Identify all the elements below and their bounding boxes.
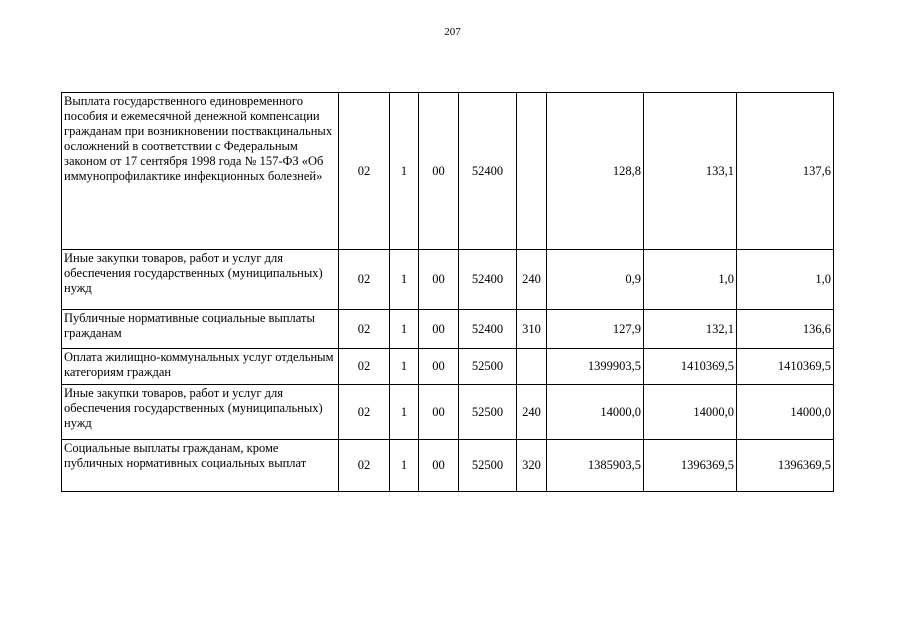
amount-year-1: 0,9	[547, 250, 644, 310]
code-subprogram: 00	[419, 93, 459, 250]
code-expense-type: 240	[517, 250, 547, 310]
code-subprogram: 00	[419, 250, 459, 310]
amount-year-3: 1,0	[737, 250, 834, 310]
amount-year-2: 1410369,5	[644, 349, 737, 385]
row-name: Социальные выплаты гражданам, кроме публичных нормативных социальных выплат	[62, 440, 339, 492]
code-target: 52400	[459, 310, 517, 349]
amount-year-3: 136,6	[737, 310, 834, 349]
amount-year-3: 14000,0	[737, 385, 834, 440]
code-program: 1	[390, 93, 419, 250]
code-program: 1	[390, 440, 419, 492]
amount-year-2: 1,0	[644, 250, 737, 310]
amount-year-1: 1385903,5	[547, 440, 644, 492]
table-row	[62, 93, 834, 250]
amount-year-2: 132,1	[644, 310, 737, 349]
code-program: 1	[390, 349, 419, 385]
code-expense-type: 310	[517, 310, 547, 349]
code-subprogram: 00	[419, 349, 459, 385]
code-section: 02	[339, 349, 390, 385]
code-section: 02	[339, 250, 390, 310]
code-expense-type	[517, 93, 547, 250]
code-expense-type: 320	[517, 440, 547, 492]
code-target: 52500	[459, 385, 517, 440]
code-program: 1	[390, 310, 419, 349]
amount-year-1: 14000,0	[547, 385, 644, 440]
table-row	[62, 385, 834, 440]
code-target: 52500	[459, 349, 517, 385]
row-name: Публичные нормативные социальные выплаты гражданам	[62, 310, 339, 349]
budget-table	[61, 92, 834, 492]
code-subprogram: 00	[419, 385, 459, 440]
row-name: Оплата жилищно-коммунальных услуг отдельным категориям граждан	[62, 349, 339, 385]
amount-year-2: 133,1	[644, 93, 737, 250]
page-number: 207	[444, 26, 461, 38]
code-section: 02	[339, 310, 390, 349]
code-subprogram: 00	[419, 310, 459, 349]
table-row	[62, 250, 834, 310]
amount-year-1: 128,8	[547, 93, 644, 250]
amount-year-3: 1410369,5	[737, 349, 834, 385]
amount-year-1: 127,9	[547, 310, 644, 349]
amount-year-3: 1396369,5	[737, 440, 834, 492]
code-program: 1	[390, 385, 419, 440]
amount-year-1: 1399903,5	[547, 349, 644, 385]
code-expense-type: 240	[517, 385, 547, 440]
row-name: Иные закупки товаров, работ и услуг для обеспечения государственных (муниципальных) нужд	[62, 250, 339, 310]
code-section: 02	[339, 93, 390, 250]
amount-year-2: 14000,0	[644, 385, 737, 440]
code-target: 52400	[459, 93, 517, 250]
table-row	[62, 440, 834, 492]
amount-year-3: 137,6	[737, 93, 834, 250]
table-row	[62, 349, 834, 385]
code-program: 1	[390, 250, 419, 310]
row-name: Иные закупки товаров, работ и услуг для обеспечения государственных (муниципальных) нужд	[62, 385, 339, 440]
code-expense-type	[517, 349, 547, 385]
amount-year-2: 1396369,5	[644, 440, 737, 492]
code-target: 52400	[459, 250, 517, 310]
table-row	[62, 310, 834, 349]
code-target: 52500	[459, 440, 517, 492]
code-section: 02	[339, 385, 390, 440]
row-name: Выплата государственного единовременного пособия и ежемесячной денежной компенсации гражданам при возникновении поствакцинальных осложнений в соответствии с Федеральным законом от 17 сентября 1998 года № 157-ФЗ «Об иммунопрофилактике инфекционных болезней»	[62, 93, 339, 250]
code-section: 02	[339, 440, 390, 492]
code-subprogram: 00	[419, 440, 459, 492]
